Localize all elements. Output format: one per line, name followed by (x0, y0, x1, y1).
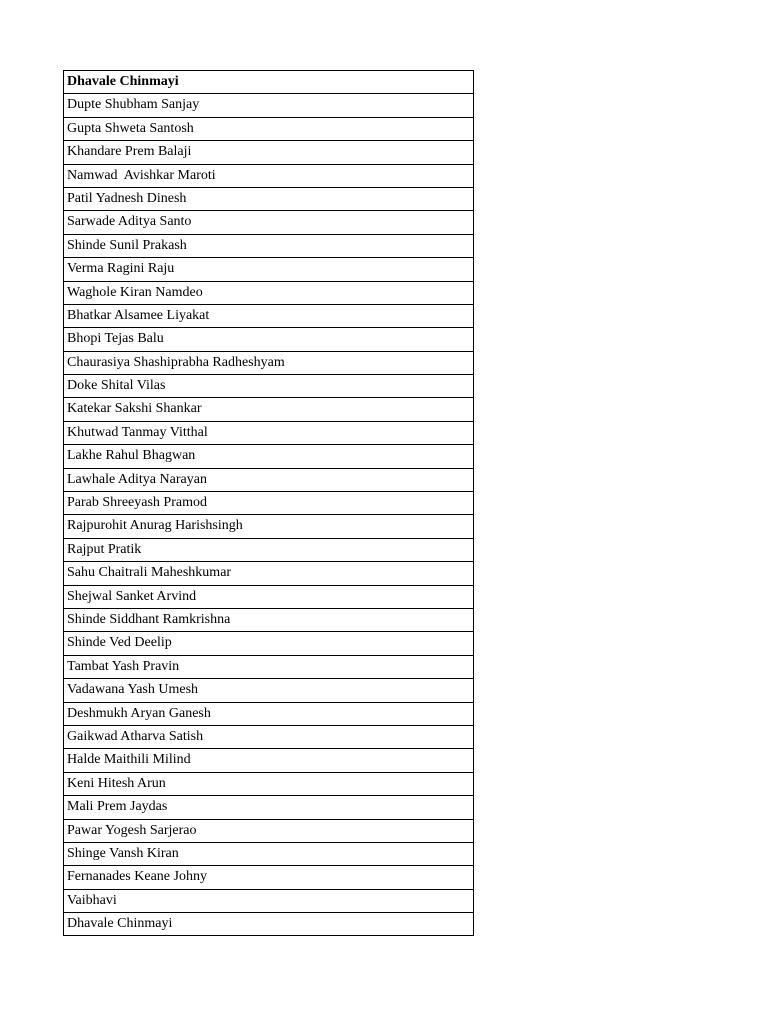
table-row: Shejwal Sanket Arvind (64, 586, 473, 609)
table-row: Rajput Pratik (64, 539, 473, 562)
table-row: Chaurasiya Shashiprabha Radheshyam (64, 352, 473, 375)
table-row: Vaibhavi (64, 890, 473, 913)
table-row: Shinde Ved Deelip (64, 632, 473, 655)
table-row: Dhavale Chinmayi (64, 913, 473, 936)
name-list-table (63, 70, 474, 936)
table-row: Halde Maithili Milind (64, 749, 473, 772)
table-row: Gaikwad Atharva Satish (64, 726, 473, 749)
table-row: Shinde Sunil Prakash (64, 235, 473, 258)
table-row: Bhatkar Alsamee Liyakat (64, 305, 473, 328)
table-row: Waghole Kiran Namdeo (64, 282, 473, 305)
table-row: Katekar Sakshi Shankar (64, 398, 473, 421)
table-row: Vadawana Yash Umesh (64, 679, 473, 702)
table-row: Patil Yadnesh Dinesh (64, 188, 473, 211)
table-row: Mali Prem Jaydas (64, 796, 473, 819)
table-row: Doke Shital Vilas (64, 375, 473, 398)
table-row: Fernanades Keane Johny (64, 866, 473, 889)
table-row: Keni Hitesh Arun (64, 773, 473, 796)
table-row: Khandare Prem Balaji (64, 141, 473, 164)
table-row: Dupte Shubham Sanjay (64, 94, 473, 117)
table-row: Lawhale Aditya Narayan (64, 469, 473, 492)
table-row: Khutwad Tanmay Vitthal (64, 422, 473, 445)
table-row: Shinde Siddhant Ramkrishna (64, 609, 473, 632)
table-row: Lakhe Rahul Bhagwan (64, 445, 473, 468)
table-row: Deshmukh Aryan Ganesh (64, 703, 473, 726)
table-row: Pawar Yogesh Sarjerao (64, 820, 473, 843)
table-row: Sarwade Aditya Santo (64, 211, 473, 234)
table-row: Shinge Vansh Kiran (64, 843, 473, 866)
table-row: Bhopi Tejas Balu (64, 328, 473, 351)
table-row: Parab Shreeyash Pramod (64, 492, 473, 515)
table-row: Verma Ragini Raju (64, 258, 473, 281)
table-row: Sahu Chaitrali Maheshkumar (64, 562, 473, 585)
table-row: Tambat Yash Pravin (64, 656, 473, 679)
table-row: Gupta Shweta Santosh (64, 118, 473, 141)
table-header-cell: Dhavale Chinmayi (64, 71, 473, 94)
table-row: Rajpurohit Anurag Harishsingh (64, 515, 473, 538)
table-row: Namwad Avishkar Maroti (64, 165, 473, 188)
